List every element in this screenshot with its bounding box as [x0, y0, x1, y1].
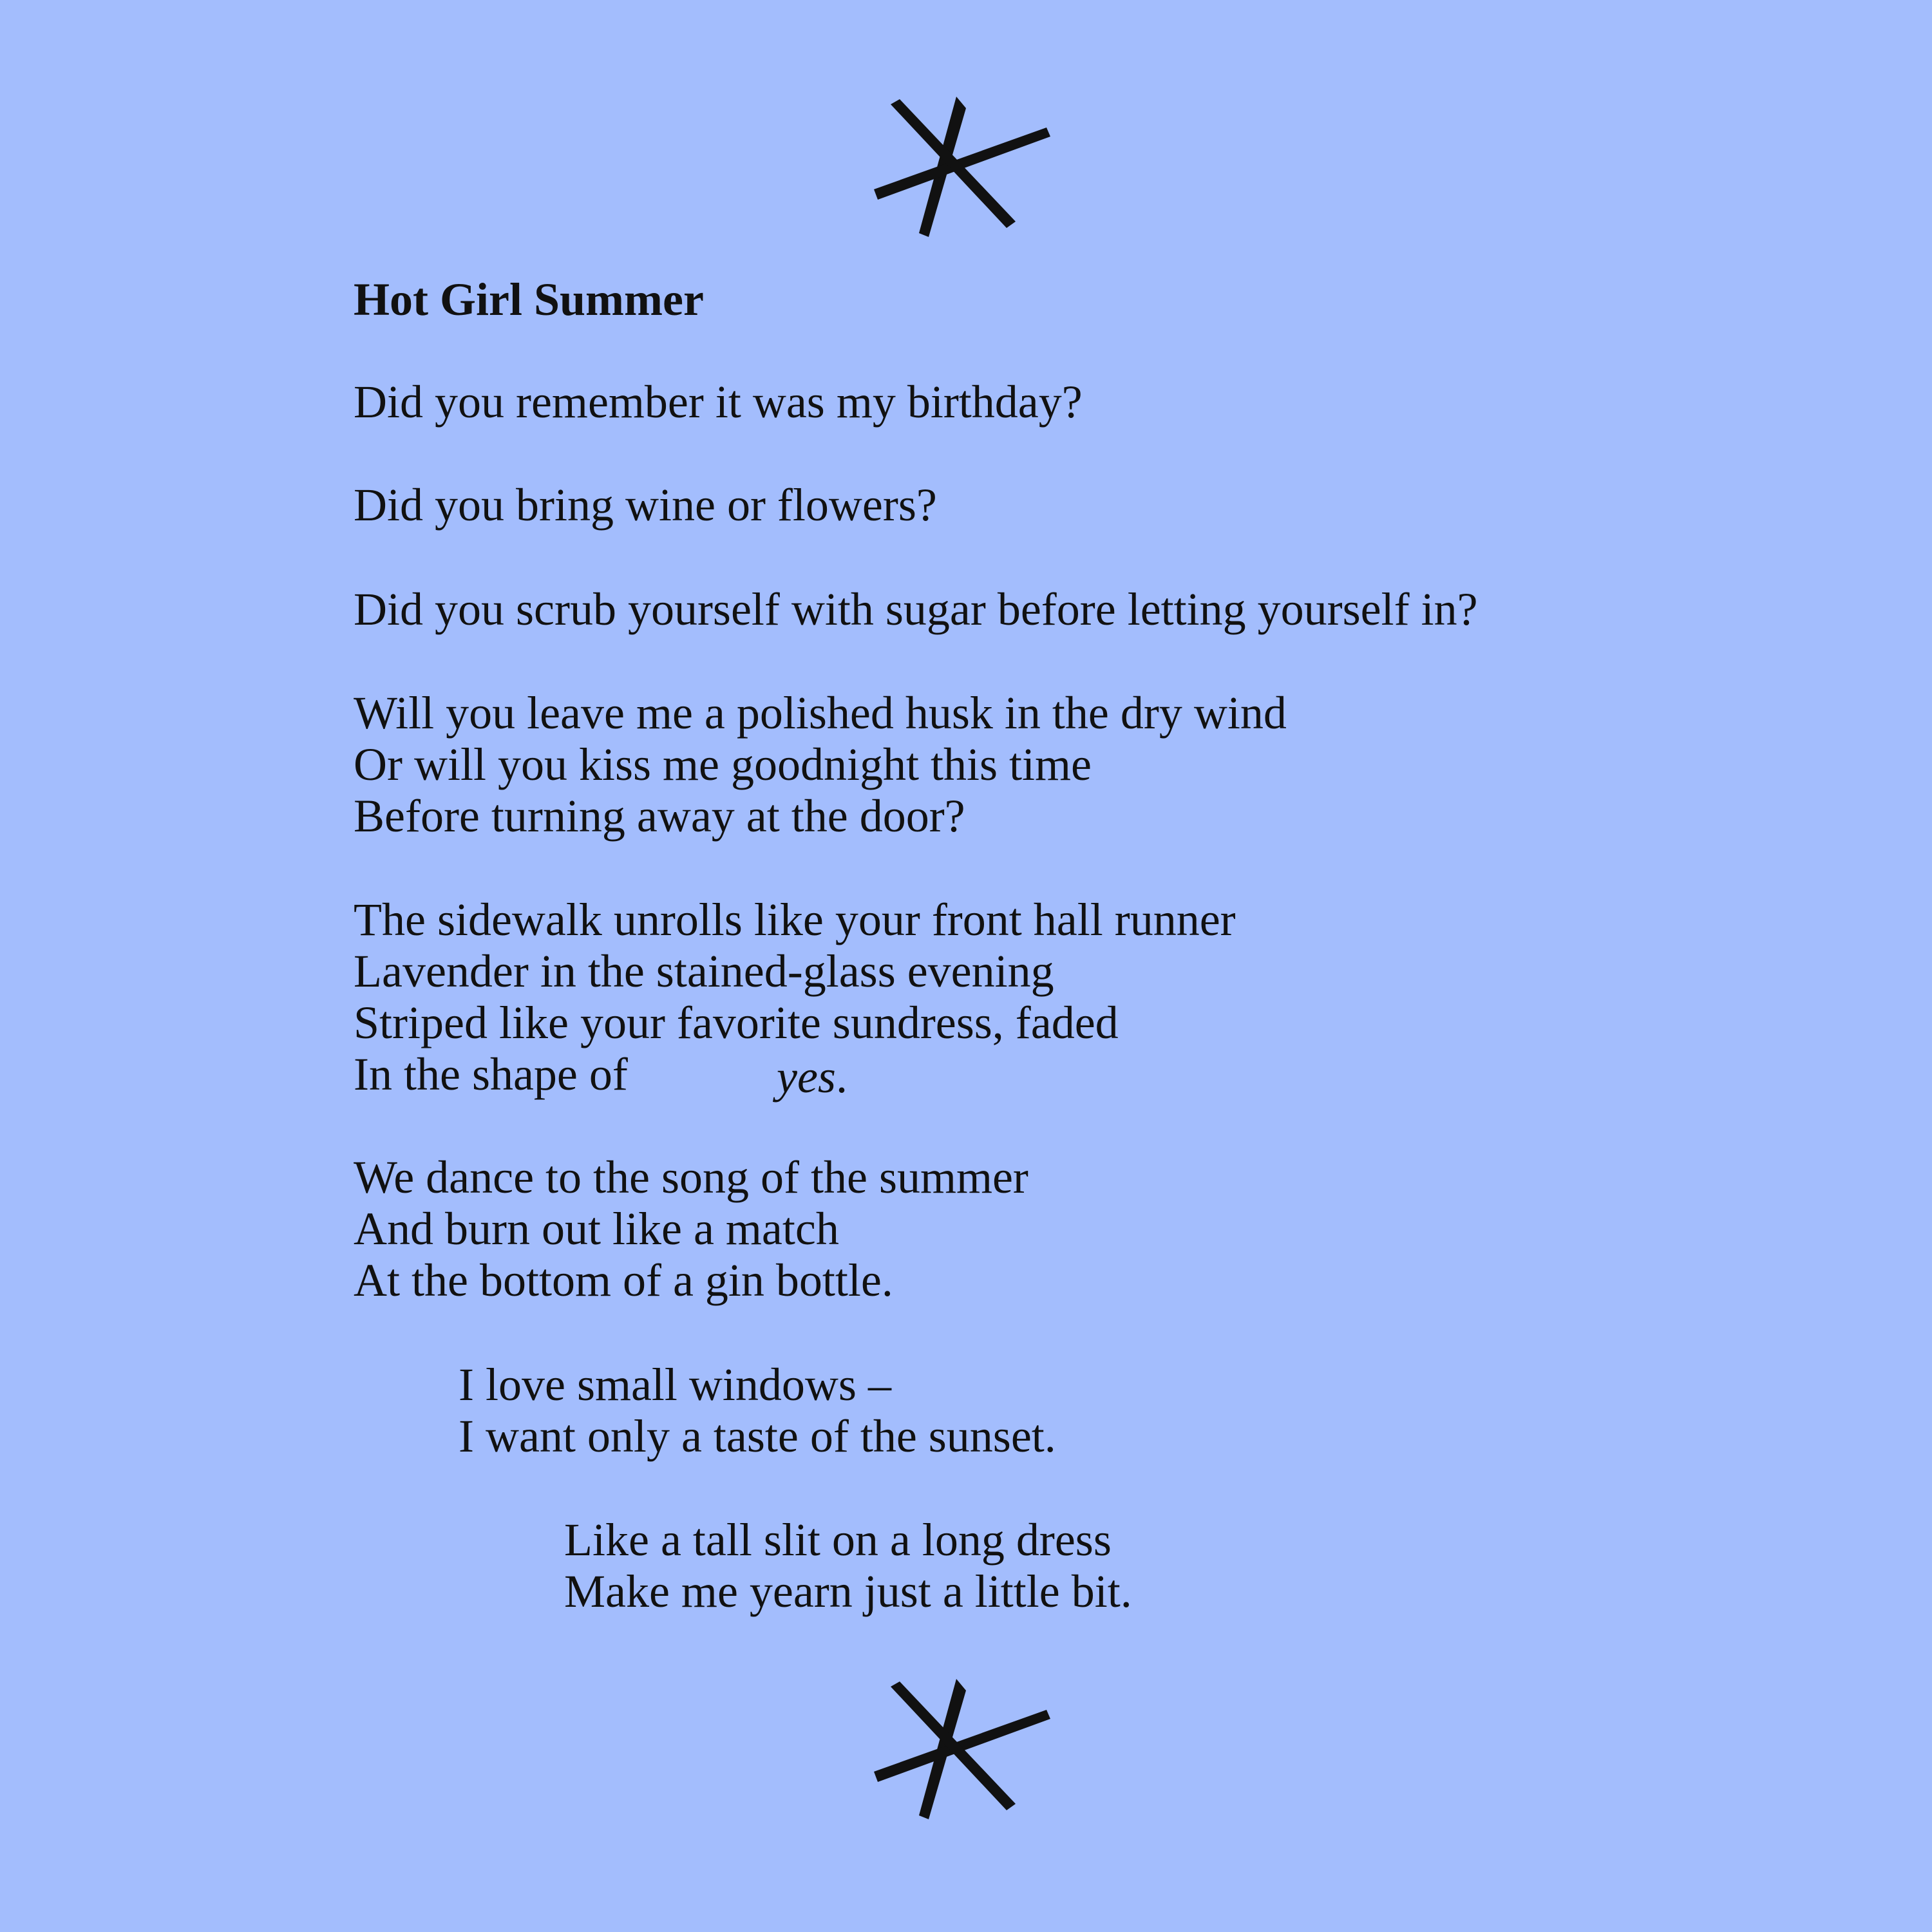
- poem-line: The sidewalk unrolls like your front hall runner: [354, 894, 1236, 945]
- poem-line: In the shape of: [354, 1048, 628, 1100]
- asterisk-icon: [866, 90, 1053, 245]
- poem-line: And burn out like a match: [354, 1203, 839, 1255]
- asterisk-icon: [866, 1672, 1053, 1827]
- poem-line: We dance to the song of the summer: [354, 1151, 1028, 1203]
- poem-line-indented: I love small windows –: [459, 1359, 891, 1410]
- emphasis-punctuation: .: [835, 1051, 848, 1103]
- asterisk-ornament-bottom-icon: [866, 1672, 1053, 1827]
- poem-line-indented: I want only a taste of the sunset.: [459, 1410, 1056, 1462]
- emphasis-word: [777, 1051, 848, 1103]
- poem-line: Before turning away at the door?: [354, 790, 965, 842]
- poem-line-indented: Like a tall slit on a long dress: [564, 1514, 1112, 1566]
- emphasis-text: yes: [777, 1051, 836, 1103]
- poem-line-indented: Make me yearn just a little bit.: [564, 1566, 1132, 1617]
- poem-line: Or will you kiss me goodnight this time: [354, 739, 1092, 790]
- poem-line: Lavender in the stained-glass evening: [354, 945, 1054, 997]
- asterisk-ornament-top-icon: [866, 90, 1053, 245]
- poem-line: At the bottom of a gin bottle.: [354, 1255, 893, 1306]
- poem-line: Striped like your favorite sundress, faded: [354, 997, 1119, 1048]
- poem-line: Will you leave me a polished husk in the dry wind: [354, 687, 1287, 739]
- poem-line: Did you bring wine or flowers?: [354, 479, 937, 531]
- poem-line: Did you scrub yourself with sugar before letting yourself in?: [354, 583, 1478, 635]
- poem-title: Hot Girl Summer: [354, 274, 704, 325]
- poem-line: Did you remember it was my birthday?: [354, 376, 1083, 428]
